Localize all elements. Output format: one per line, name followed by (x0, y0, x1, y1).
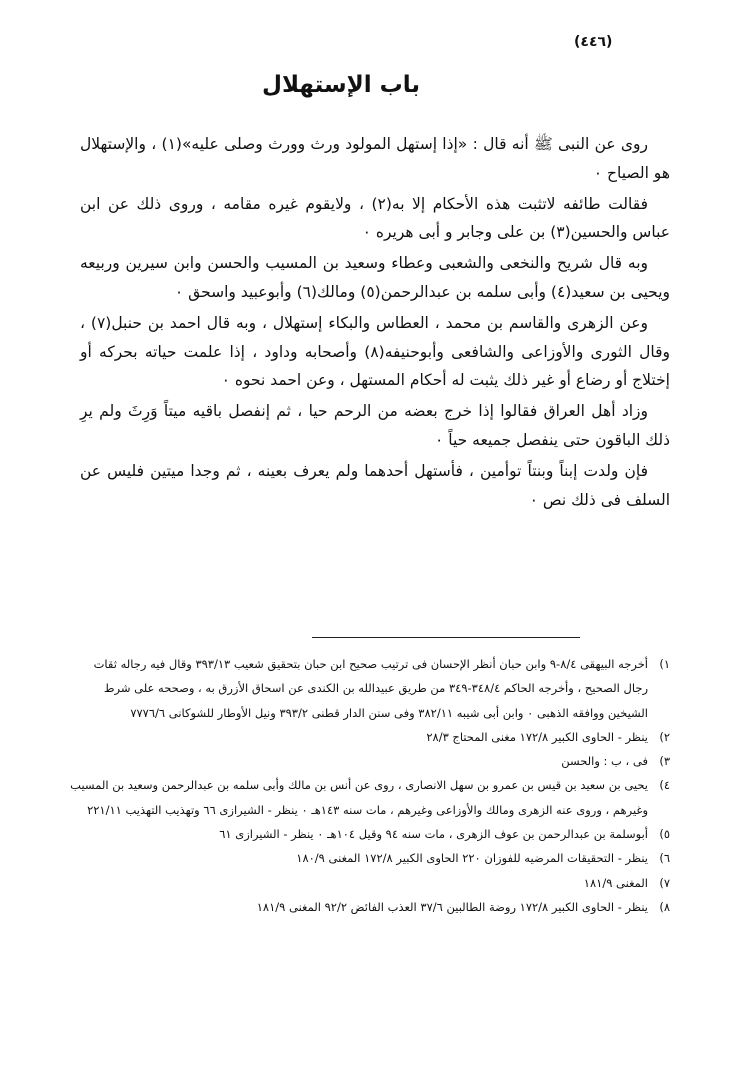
footnotes (70, 652, 670, 919)
footnote-text: فى ، ب : والحسن (561, 754, 648, 769)
footnote (70, 895, 670, 919)
paragraph: وزاد أهل العراق فقالوا إذا خرج بعضه من الرحم حيا ، ثم إنفصل باقيه ميتاً وَرِثَ ولم يرِ ذلك الباقون حتى ينفصل جميعه حياً ٠ (80, 402, 670, 449)
footnote-number: ١) (659, 657, 670, 671)
footnote (70, 749, 670, 773)
footnote (70, 725, 670, 749)
paragraph: روى عن النبى ﷺ أنه قال : «إذا إستهل المولود ورث وورث وصلى عليه»(١) ، والإستهلال هو الصياح ٠ (80, 135, 670, 182)
page-number: (٤٤٦) (574, 34, 613, 50)
footnote (70, 822, 670, 846)
footnote-text: ينظر - التحقيقات المرضيه للفوزان ٢٢٠ الحاوى الكبير ١٧٢/٨ المغنى ١٨٠/٩ (296, 851, 648, 866)
main-text (80, 130, 670, 516)
chapter-title: باب الإستهلال (261, 72, 420, 98)
footnote-text: أبوسلمة بن عبدالرحمن بن عوف الزهرى ، مات سنه ٩٤ وقيل ١٠٤هـ ٠ ينظر - الشيرازى ٦١ (219, 827, 648, 842)
footnote-number: ٥) (659, 827, 670, 842)
footnote-text: ينظر - الحاوى الكبير ١٧٢/٨ مغنى المحتاج ٢٨/٣ (426, 729, 648, 744)
paragraph: وعن الزهرى والقاسم بن محمد ، العطاس والبكاء إستهلال ، وبه قال احمد بن حنبل(٧) ، وقال الثورى والأوزاعى والشافعى وأبوحنيفه(٨) وأصحابه وداود ، إذا علمت حياته بحركه أو إختلاج أو رضاع أو غير ذلك يثبت له أحكام المستهل ، وعن احمد نحوه ٠ (80, 313, 670, 390)
footnote-text: أخرجه البيهقى ٨/٤-٩ وابن حبان أنظر الإحسان فى ترتيب صحيح ابن حبان بتحقيق شعيب ٣٩٣/١٣ وقال فيه رجاله ثقات رجال الصحيح ، وأخرجه الحاكم ٣٤٨/٤-٣٤٩ من طريق عبيدالله بن الكندى عن اسحاق الأزرق به ، وصححه على شرط الشيخين ووافقه الذهبى ٠ وابن أبى شيبه ٣٨٢/١١ وفى سنن الدار قطنى ٣٩٣/٢ ونيل الأوطار للشوكانى ٧٧٧٦/٦ (93, 657, 648, 720)
footnote (70, 871, 670, 895)
footnote-text: يحيى بن سعيد بن قيس بن عمرو بن سهل الانصارى ، روى عن أنس بن مالك وأبى سلمه بن عبدالرحمن وسعيد بن المسيب وغيرهم ، وروى عنه الزهرى ومالك والأوزاعى وغيرهم ، مات سنه ١٤٣هـ ٠ ينظر - الشيرازى ٦٦ وتهذيب التهذيب ٢٢١/١١ (70, 778, 648, 817)
footnote-number: ٨) (659, 899, 670, 914)
paragraph: فقالت طائفه لاتثبت هذه الأحكام إلا به(٢) ، ولايقوم غيره مقامه ، وروى ذلك عن ابن عباس والحسين(٣) بن على وجابر و أبى هريره ٠ (80, 194, 670, 242)
footnote-number: ٧) (659, 875, 670, 890)
footnote-text: ينظر - الحاوى الكبير ١٧٢/٨ روضة الطالبين ٣٧/٦ العذب الفائض ٩٢/٢ المغنى ١٨١/٩ (256, 899, 648, 914)
footnote-number: ٣) (659, 754, 670, 769)
footnote (70, 846, 670, 870)
footnote (70, 773, 670, 822)
footnote-number: ٤) (659, 778, 670, 793)
footnote-number: ٦) (659, 851, 670, 866)
paragraph: وبه قال شريح والنخعى والشعبى وعطاء وسعيد بن المسيب والحسن وابن سيرين وربيعه ويحيى بن سعيد(٤) وأبى سلمه بن عبدالرحمن(٥) ومالك(٦) وأبوعبيد واسحق ٠ (80, 254, 670, 301)
footnote-divider (312, 637, 580, 638)
footnote-number: ٢) (659, 729, 670, 744)
footnote-text: المغنى ١٨١/٩ (583, 875, 648, 890)
footnote (70, 652, 670, 725)
paragraph: فإن ولدت إبناً وبنتاً توأمين ، فأستهل أحدهما ولم يعرف بعينه ، ثم وجدا ميتين فليس عن السلف فى ذلك نص ٠ (80, 461, 670, 509)
